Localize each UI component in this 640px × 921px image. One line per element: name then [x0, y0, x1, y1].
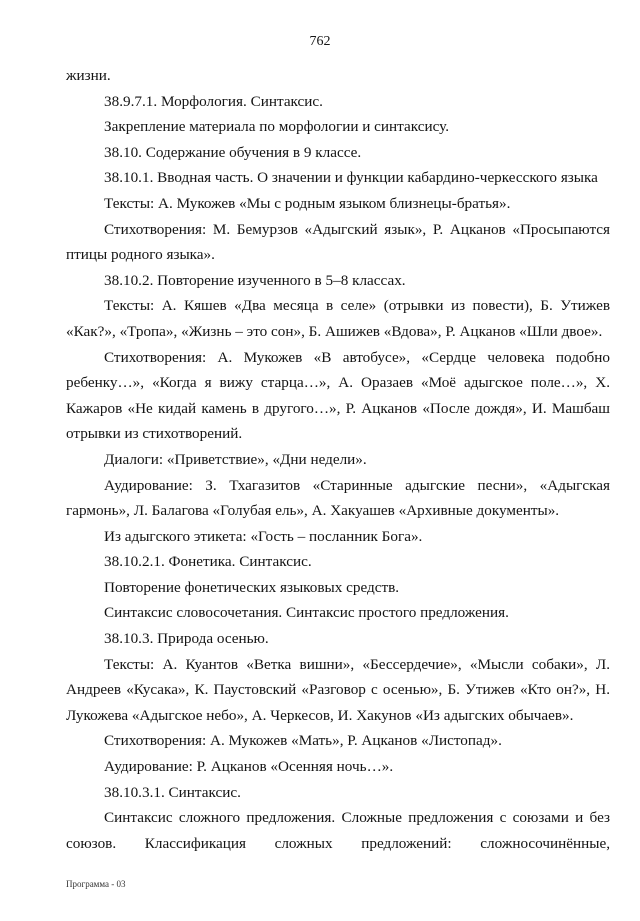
paragraph-poems-1: Стихотворения: М. Бемурзов «Адыгский язык», Р. Ацканов «Просыпаются птицы родного языка». — [66, 220, 610, 264]
document-body — [66, 63, 610, 856]
paragraph-listening-2: Аудирование: Р. Ацканов «Осенняя ночь…». — [104, 758, 394, 776]
paragraph-poems-2: Стихотворения: А. Мукожев «В автобусе», «Сердце человека подобно ребенку…», «Когда я вижу старца…», А. Оразаев «Моё адыгское поле…», Х. Кажаров «Не кидай камень в другого…», Р. Ацканов «После дождя», И. Машбаш отрывки из стихотворений. — [66, 348, 610, 443]
paragraph-texts-2: Тексты: А. Кяшев «Два месяца в селе» (отрывки из повести), Б. Утижев «Как?», «Тропа», «Жизнь – это сон», Б. Ашижев «Вдова», Р. Ацканов «Шли двое». — [66, 297, 610, 340]
paragraph-complex-sentences: Синтаксис сложного предложения. Сложные предложения с союзами и без союзов. Классификация сложных предложений: сложносочинённые, — [66, 809, 610, 852]
paragraph-texts-3: Тексты: А. Куантов «Ветка вишни», «Бессердечие», «Мысли собаки», Л. Андреев «Кусака», К. Паустовский «Разговор с осенью», Б. Утижев «Кто он?», Н. Лукожева «Адыгское небо», А. Черкесов, И. Хакунов «Из адыгских обычаев». — [66, 655, 610, 724]
paragraph-etiquette: Из адыгского этикета: «Гость – посланник Бога». — [104, 527, 423, 545]
paragraph-section-38-10-2-1: 38.10.2.1. Фонетика. Синтаксис. — [104, 553, 312, 571]
paragraph-section-38-10-1: 38.10.1. Вводная часть. О значении и функции кабардино-черкесского языка — [104, 169, 598, 187]
paragraph-phonetics-review: Повторение фонетических языковых средств. — [104, 578, 400, 596]
paragraph-section-38-10: 38.10. Содержание обучения в 9 классе. — [104, 143, 362, 161]
paragraph-dialogues: Диалоги: «Приветствие», «Дни недели». — [104, 450, 367, 468]
paragraph-section-38-10-3: 38.10.3. Природа осенью. — [104, 630, 269, 648]
footer-label: Программа - 03 — [66, 879, 126, 889]
paragraph-section-38-9-7-1: 38.9.7.1. Морфология. Синтаксис. — [104, 92, 323, 110]
paragraph-texts-1: Тексты: А. Мукожев «Мы с родным языком близнецы-братья». — [104, 194, 511, 212]
paragraph-syntax-simple: Синтаксис словосочетания. Синтаксис простого предложения. — [104, 604, 509, 622]
paragraph-listening-1: Аудирование: З. Тхагазитов «Старинные адыгские песни», «Адыгская гармонь», Л. Балагова «Голубая ель», А. Хакуашев «Архивные документы». — [66, 476, 610, 520]
paragraph-morphology-review: Закрепление материала по морфологии и синтаксису. — [104, 118, 450, 136]
paragraph-section-38-10-2: 38.10.2. Повторение изученного в 5–8 классах. — [104, 271, 406, 289]
page-number: 762 — [309, 34, 331, 49]
paragraph-section-38-10-3-1: 38.10.3.1. Синтаксис. — [104, 783, 241, 801]
paragraph-continuation: жизни. — [66, 67, 111, 84]
paragraph-poems-3: Стихотворения: А. Мукожев «Мать», Р. Ацканов «Листопад». — [104, 732, 502, 750]
